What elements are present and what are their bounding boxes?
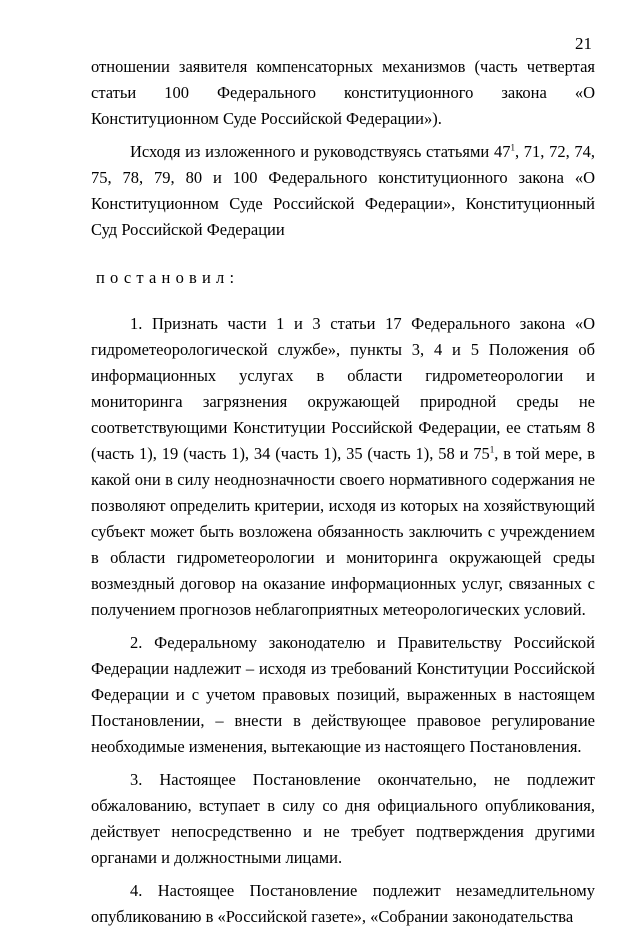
resolution-item-4: 4. Настоящее Постановление подлежит незамедлительному опубликованию в «Российской газете», «Собрании законодательства	[91, 881, 595, 926]
resolution-item-2: 2. Федеральному законодателю и Правительству Российской Федерации надлежит – исходя из требований Конституции Российской Федерации и с учетом правовых позиций, выраженных в настоящем Постановлении, – внести в действующее правовое регулирование необходимые изменения, вытекающие из настоящего Постановления.	[91, 633, 595, 756]
paragraph-continuation: отношении заявителя компенсаторных механизмов (часть четвертая статьи 100 Федерального конституционного закона «О Конституционном Суде Российской Федерации»).	[91, 57, 595, 128]
page-number: 21	[575, 34, 592, 53]
item-1-text-end: , в той мере, в какой они в силу неоднозначности своего нормативного содержания не позволяют определить критерии, исходя из которых на хозяйствующий субъект может быть возложена обязанность заключить с учреждением в области гидрометеорологии и мониторинга окружающей среды возмездный договор на оказание информационных услуг, связанных с получением прогнозов неблагоприятных метеорологических условий.	[91, 444, 595, 619]
document-body	[91, 54, 595, 930]
legal-basis-text-end: , 71, 72, 74, 75, 78, 79, 80 и 100 Федерального конституционного закона «О Конституционном Суде Российской Федерации», Конституционный Суд Российской Федерации	[91, 142, 596, 239]
item-1-text-start: 1. Признать части 1 и 3 статьи 17 Федерального закона «О гидрометеорологической службе», пункты 3, 4 и 5 Положения об информационных услугах в области гидрометеорологии и мониторинга загрязнения окружающей природной среды не соответствующими Конституции Российской Федерации, ее статьям 8 (часть 1), 19 (часть 1), 34 (часть 1), 35 (часть 1), 58 и 75	[91, 314, 595, 463]
resolution-item-3: 3. Настоящее Постановление окончательно, не подлежит обжалованию, вступает в силу со дня официального опубликования, действует непосредственно и не требует подтверждения другими органами и должностными лицами.	[91, 770, 595, 867]
resolution-heading: постановил:	[96, 268, 240, 287]
paragraph-legal-basis	[91, 139, 595, 243]
resolution-item-1	[91, 311, 595, 623]
article-superscript: 1	[489, 444, 495, 455]
legal-basis-text-start: Исходя из изложенного и руководствуясь статьями 47	[130, 142, 511, 161]
article-superscript: 1	[510, 142, 515, 153]
